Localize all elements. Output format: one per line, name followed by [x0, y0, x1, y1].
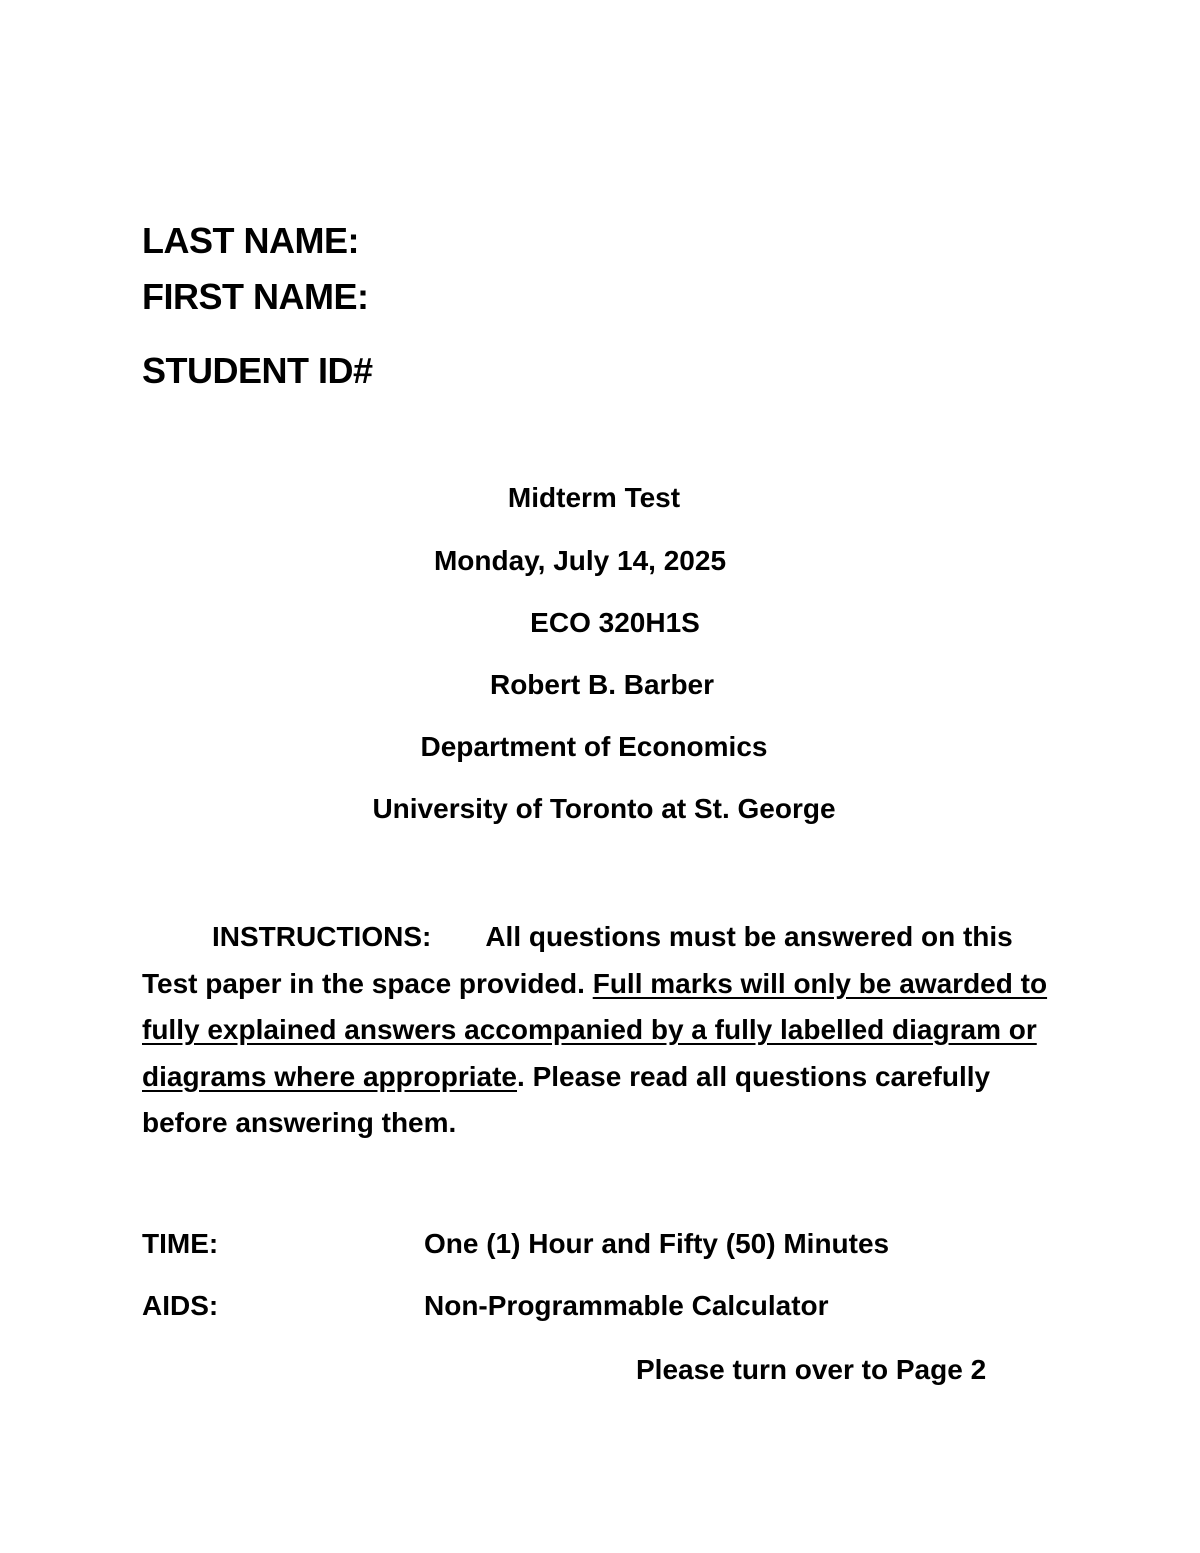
time-value: One (1) Hour and Fifty (50) Minutes: [424, 1228, 890, 1259]
aids-value: Non-Programmable Calculator: [424, 1290, 829, 1321]
aids-label: AIDS:: [142, 1290, 219, 1321]
instructions-text-part1: All questions must be answered on this Test paper in the space provided.: [142, 921, 1013, 999]
department-name: Department of Economics: [420, 731, 768, 762]
student-id-label: STUDENT ID#: [142, 350, 373, 391]
time-label: TIME:: [142, 1228, 219, 1259]
instructions-underlined-text: Full marks will only be awarded to fully explained answers accompanied by a fully labelled diagram or diagrams where appropriate: [142, 967, 1048, 1092]
instructor-name: Robert B. Barber: [489, 669, 715, 700]
university-name: University of Toronto at St. George: [372, 793, 836, 824]
instructions-paragraph: [142, 914, 1052, 1147]
instructions-text-part2: . Please read all questions carefully before answering them.: [142, 1060, 991, 1138]
first-name-label: FIRST NAME:: [142, 276, 369, 317]
turn-over-note: Please turn over to Page 2: [636, 1354, 987, 1385]
test-date: Monday, July 14, 2025: [433, 545, 727, 576]
instructions-label: INSTRUCTIONS:: [212, 921, 432, 952]
last-name-label: LAST NAME:: [142, 220, 359, 261]
course-code: ECO 320H1S: [530, 607, 700, 638]
test-title: Midterm Test: [507, 482, 681, 513]
